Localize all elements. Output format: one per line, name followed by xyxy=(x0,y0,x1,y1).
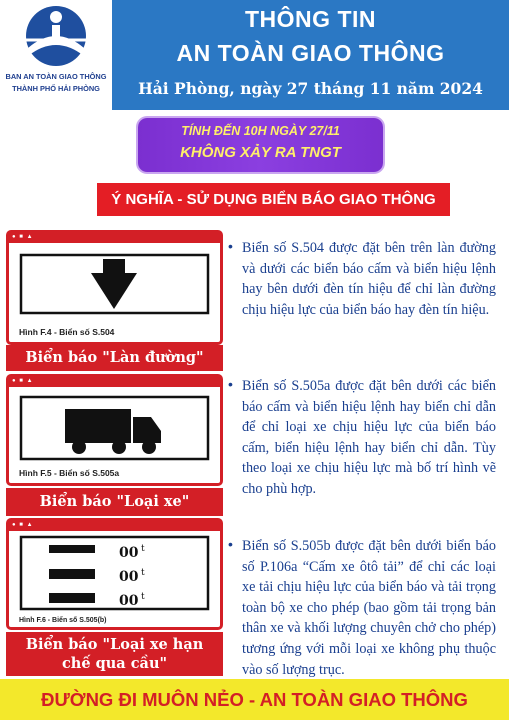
sign-label-vehicle-type: Biển báo "Loại xe" xyxy=(6,488,223,516)
date-line: Hải Phòng, ngày 27 tháng 11 năm 2024 xyxy=(138,79,483,98)
bullet-icon: • xyxy=(228,238,233,254)
section-heading xyxy=(97,183,450,216)
logo-area xyxy=(0,0,112,110)
footer-slogan xyxy=(0,679,509,720)
section-heading-text: Ý NGHĨA - SỬ DỤNG BIỂN BÁO GIAO THÔNG xyxy=(111,191,436,208)
sign-description-s504: Biển số S.504 được đặt bên trên làn đường và dưới các biển báo cấm và biển hiệu lệnh hay bên dưới đèn tín hiệu để chỉ làn đường chịu hiệu lực của biển báo hay đèn tín hiệu. xyxy=(242,240,496,318)
weight-unit-2: t xyxy=(141,568,145,578)
sign-label-line2: chế qua cầu" xyxy=(61,655,168,672)
banner-line1: TÍNH ĐẾN 10H NGÀY 27/11 xyxy=(181,124,340,138)
sign-description-s505b: Biển số S.505b được đặt bên dưới biển báo số P.106a “Cấm xe ôtô tải” để chỉ các loại xe tải chịu hiệu lực của biển báo và tải trọng toàn bộ xe cho phép (bao gồm tải trọng bản thân xe và khối lượng chuyên chở cho phép) tương ứng với mỗi loại xe không phụ thuộc vào số lượng trục. xyxy=(242,538,496,678)
lane-arrow-sign-icon xyxy=(19,253,210,315)
banner-line2: KHÔNG XẢY RA TNGT xyxy=(180,144,341,161)
accident-status-banner xyxy=(138,118,383,172)
page-title-line2: AN TOÀN GIAO THÔNG xyxy=(176,40,445,66)
sign-caption: Hình F.4 - Biển số S.504 xyxy=(19,327,115,337)
org-name-line1: BAN AN TOÀN GIAO THÔNG xyxy=(5,72,107,81)
weight-value-1: 00 xyxy=(119,545,139,561)
sign-label-bridge-limit xyxy=(6,632,223,676)
traffic-safety-logo-icon xyxy=(20,4,92,70)
sign-label-line1: Biển báo "Loại xe hạn xyxy=(25,636,204,653)
org-name-line2: THÀNH PHỐ HẢI PHÒNG xyxy=(12,84,100,93)
header xyxy=(0,0,509,110)
weight-unit-1: t xyxy=(141,544,145,554)
page-title-line1: THÔNG TIN xyxy=(245,6,376,32)
sign-caption: Hình F.6 - Biển số S.505(b) xyxy=(19,617,107,624)
sign-label-lane: Biển báo "Làn đường" xyxy=(6,345,223,371)
sign-card-s504 xyxy=(6,230,223,345)
card-title-bar: ● ■ ▲ xyxy=(9,521,220,531)
sign-card-s505b xyxy=(6,518,223,630)
card-title-bar: ● ■ ▲ xyxy=(9,377,220,387)
bridge-weight-limit-sign-icon xyxy=(19,535,210,611)
weight-value-3: 00 xyxy=(119,593,139,609)
card-title-bar: ● ■ ▲ xyxy=(9,233,220,243)
sign-description-s505a: Biển số S.505a được đặt bên dưới các biển báo cấm và biển hiệu lệnh hay biển chỉ dẫn để chỉ loại xe chịu hiệu lực của biển báo cấm, biển hiệu lệnh hay biển chỉ dẫn. Tùy theo loại xe chịu hiệu lực mà bố trí hình vẽ cho phù hợp. xyxy=(242,378,496,497)
weight-unit-3: t xyxy=(141,592,145,602)
sign-card-s505a xyxy=(6,374,223,486)
bullet-icon: • xyxy=(228,536,233,552)
bullet-icon: • xyxy=(228,376,233,392)
footer-slogan-text: ĐƯỜNG ĐI MUÔN NẺO - AN TOÀN GIAO THÔNG xyxy=(41,689,468,710)
truck-sign-icon xyxy=(19,395,210,461)
weight-value-2: 00 xyxy=(119,569,139,585)
sign-caption: Hình F.5 - Biển số S.505a xyxy=(19,468,120,478)
